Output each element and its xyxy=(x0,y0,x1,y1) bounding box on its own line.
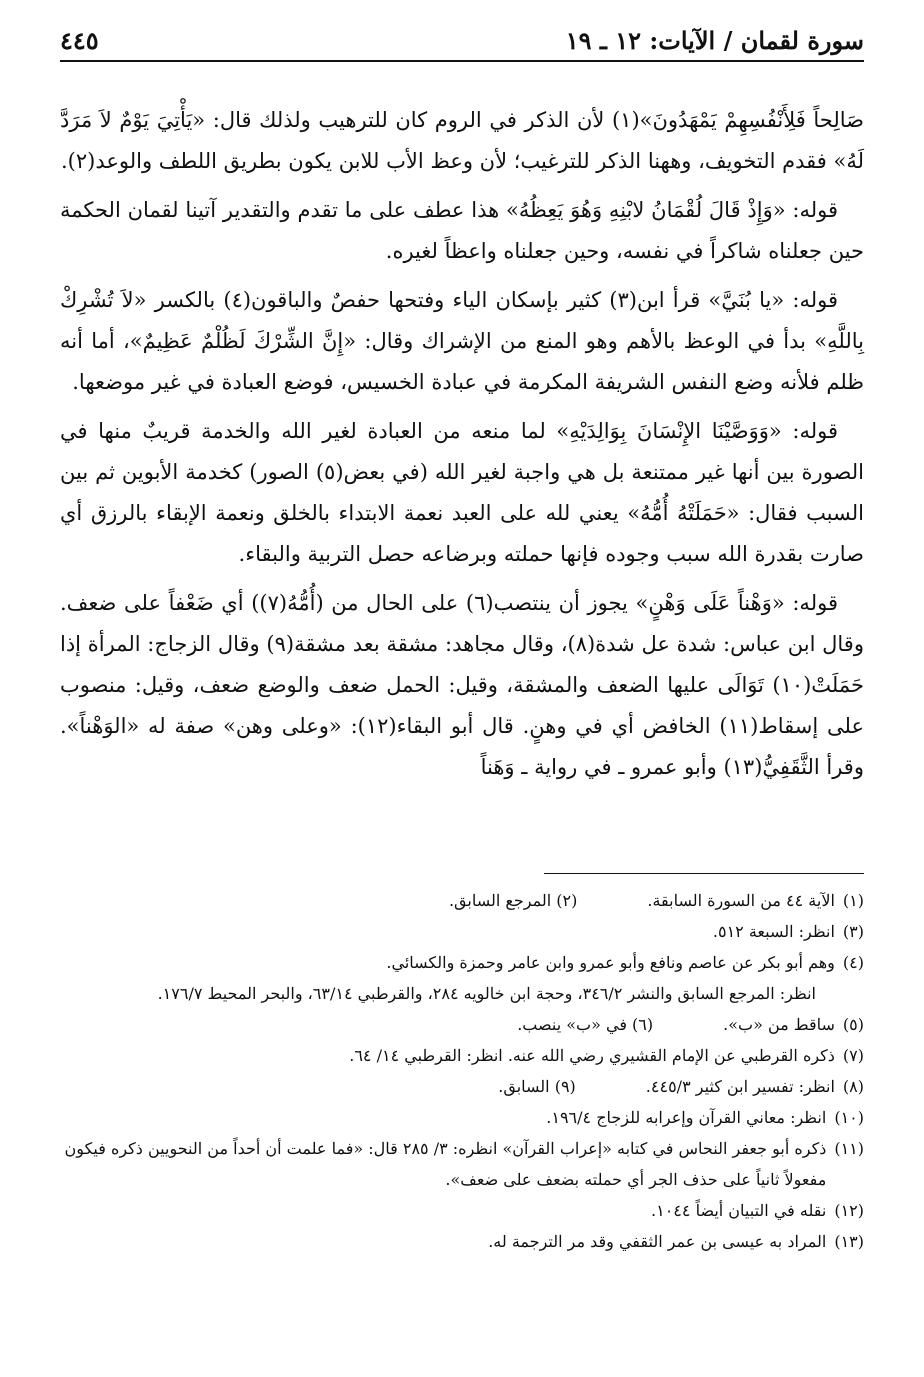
footnote-text: (٢) المرجع السابق. xyxy=(448,891,578,910)
header-title: سورة لقمان / الآيات: ١٢ ـ ١٩ xyxy=(565,25,864,55)
footnote-text: ذكره القرطبي عن الإمام القشيري رضي الله عنه. انظر: القرطبي ١٤/ ٦٤. xyxy=(349,1046,835,1065)
footnote xyxy=(60,916,864,947)
footnote-number: (٨) xyxy=(842,1077,864,1096)
footnote-number: (١٣) xyxy=(834,1232,864,1251)
footnote xyxy=(60,1040,864,1071)
footnote-number: (٣) xyxy=(842,922,864,941)
footnote-divider xyxy=(544,873,864,874)
footnote xyxy=(60,1071,864,1102)
running-header xyxy=(60,20,864,62)
paragraph: قوله: «وَوَصَّيْنَا الإِنْسَانَ بِوَالِدَيْهِ» لما منعه من العبادة لغير الله والخدمة قريبٌ منها في الصورة بين أنها غير ممتنعة بل هي واجبة لغير الله (في بعض(٥) الصور) كخدمة الأبوين ثم بين السبب فقال: «حَمَلَتْهُ أُمُّهُ» يعني لله على العبد نعمة الابتداء بالخلق ونعمة الإبقاء بالرزق أي صارت بقدرة الله سبب وجوده فإنها حملته وبرضاعه حصل التربية والبقاء. xyxy=(60,419,864,566)
footnote-number: (٧) xyxy=(842,1046,864,1065)
footnote-text: ذكره أبو جعفر النحاس في كتابه «إعراب القرآن» انظره: ٣/ ٢٨٥ قال: «فما علمت أن أحداً من النحويين ذكره فيكون مفعولاً ثانياً على حذف الجر أي حملته بضعف على ضعف». xyxy=(64,1139,827,1189)
footnote xyxy=(60,1009,864,1040)
footnote xyxy=(60,1226,864,1257)
footnote xyxy=(60,1195,864,1226)
footnote-text: انظر: السبعة ٥١٢. xyxy=(712,922,835,941)
footnote-text: نقله في التبيان أيضاً ١٠٤٤. xyxy=(651,1201,827,1220)
footnote xyxy=(60,947,864,978)
paragraph: صَالِحاً فَلِأَنْفُسِهِمْ يَمْهَدُونَ»(١) لأن الذكر في الروم كان للترهيب ولذلك قال: «يَأْتِيَ يَوْمٌ لاَ مَرَدَّ لَهُ» فقدم التخويف، وههنا الذكر للترغيب؛ لأن وعظ الأب للابن يكون بطريق اللطف والوعد(٢). xyxy=(60,108,864,173)
page-number: ٤٤٥ xyxy=(60,25,99,55)
footnote-text: المراد به عيسى بن عمر الثقفي وقد مر الترجمة له. xyxy=(488,1232,827,1251)
footnote-text: وهم أبو بكر عن عاصم ونافع وأبو عمرو وابن عامر وحمزة والكسائي. xyxy=(386,953,835,972)
footnote-text: انظر: معاني القرآن وإعرابه للزجاج ١٩٦/٤. xyxy=(546,1108,827,1127)
paragraph: قوله: «وَهْناً عَلَى وَهْنٍ» يجوز أن ينتصب(٦) على الحال من (أُمُّهُ(٧)) أي ضَعْفاً على ضعف. وقال ابن عباس: شدة عل شدة(٨)، وقال مجاهد: مشقة بعد مشقة(٩) وقال الزجاج: المرأة إذا حَمَلَتْ(١٠) تَوَالَى عليها الضعف والمشقة، وقيل: الحمل ضعف والوضع ضعف، وقيل: منصوب على إسقاط(١١) الخافض أي في وهنٍ. قال أبو البقاء(١٢): «وعلى وهن» صفة له «الوَهْناً». وقرأ الثَّقَفِيُّ(١٣) وأبو عمرو ـ في رواية ـ وَهَناً xyxy=(60,591,864,779)
footnotes xyxy=(60,885,864,1257)
footnote-text: ساقط من «ب». xyxy=(723,1015,835,1034)
paragraph: قوله: «يا بُنَيَّ» قرأ ابن(٣) كثير بإسكان الياء وفتحها حفصٌ والباقون(٤) بالكسر «لاَ تُشْرِكْ بِاللَّهِ» بدأ في الوعظ بالأهم وهو المنع من الإشراك وقال: «إِنَّ الشِّرْكَ لَظُلْمٌ عَظِيمٌ»، أما أنه ظلم فلأنه وضع النفس الشريفة المكرمة في عبادة الخسيس، فوضع العبادة في غير موضعها. xyxy=(60,288,864,394)
footnote-text: انظر: تفسير ابن كثير ٤٤٥/٣. xyxy=(645,1077,835,1096)
footnote xyxy=(60,1102,864,1133)
footnote-text: الآية ٤٤ من السورة السابقة. xyxy=(647,891,835,910)
footnote-text: (٩) السابق. xyxy=(498,1077,576,1096)
footnote-number: (١١) xyxy=(834,1139,864,1158)
footnote-text: (٦) في «ب» ينصب. xyxy=(517,1015,654,1034)
footnote-number: (١٢) xyxy=(834,1201,864,1220)
footnote xyxy=(60,1133,864,1195)
main-text xyxy=(60,100,864,796)
footnote-continuation: انظر: المرجع السابق والنشر ٣٤٦/٢، وحجة ابن خالويه ٢٨٤، والقرطبي ٦٣/١٤، والبحر المحيط ١٧٦/٧. xyxy=(157,984,816,1003)
footnote-number: (١٠) xyxy=(834,1108,864,1127)
footnote-number: (٥) xyxy=(842,1015,864,1034)
footnote-number: (٤) xyxy=(842,953,864,972)
footnote xyxy=(60,885,864,916)
paragraph: قوله: «وَإِذْ قَالَ لُقْمَانُ لابْنِهِ وَهُوَ يَعِظُهُ» هذا عطف على ما تقدم والتقدير آتينا لقمان الحكمة حين جعلناه شاكراً في نفسه، وحين جعلناه واعظاً لغيره. xyxy=(60,198,864,263)
footnote-number: (١) xyxy=(842,891,864,910)
